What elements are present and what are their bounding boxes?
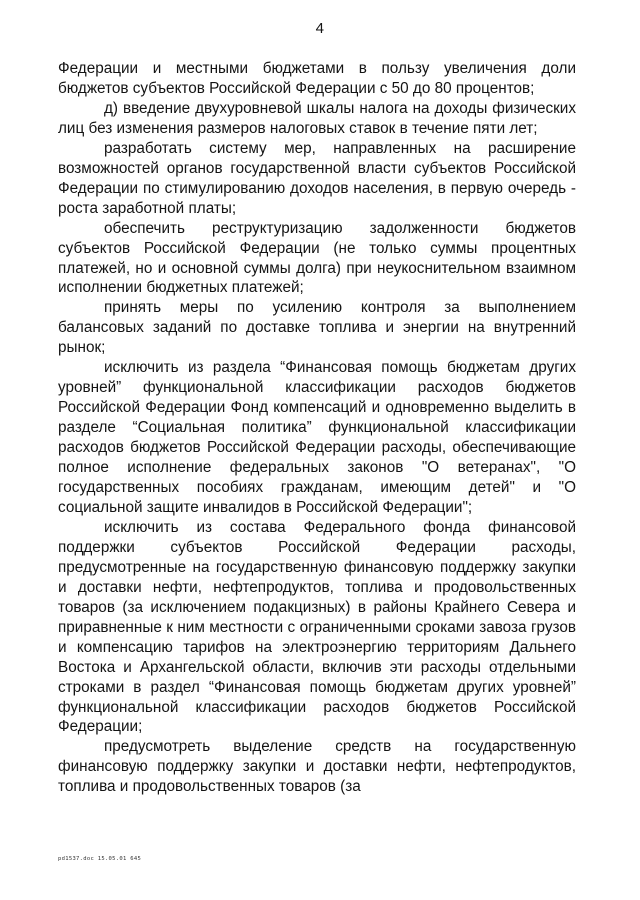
paragraph-income-tax-scale: д) введение двухуровневой шкалы налога на доходы физических лиц без изменения размеров налоговых ставок в течение пяти лет; bbox=[58, 99, 576, 137]
document-body bbox=[58, 59, 576, 797]
paragraph-state-support-funding: предусмотреть выделение средств на государственную финансовую поддержку закупки и доставки нефти, нефтепродуктов, топлива и продовольственных товаров (за bbox=[58, 738, 576, 796]
paragraph-federal-support-fund: исключить из состава Федерального фонда финансовой поддержки субъектов Российской Федерации расходы, предусмотренные на государственную финансовую поддержку закупки и доставки нефти, нефтепродуктов, топлива и продовольственных товаров (за исключением подакцизных) в районы Крайнего Севера и приравненные к ним местности с ограниченными сроками завоза грузов и компенсацию тарифов на электроэнергию территориям Дальнего Востока и Архангельской области, включив эти расходы отдельными строками в раздел “Финансовая помощь бюджетам других уровней” функциональной классификации расходов бюджетов Российской Федерации; bbox=[58, 518, 576, 736]
paragraph-compensation-fund: исключить из раздела “Финансовая помощь бюджетам других уровней” функциональной классификации расходов бюджетов Российской Федерации Фонд компенсаций и одновременно выделить в разделе “Социальная политика” функциональной классификации расходов бюджетов Российской Федерации расходы, обеспечивающие полное исполнение федеральных законов "О ветеранах", "О государственных пособиях гражданам, имеющим детей" и "О социальной защите инвалидов в Российской Федерации"; bbox=[58, 359, 576, 516]
paragraph-debt-restructuring: обеспечить реструктуризацию задолженности бюджетов субъектов Российской Федерации (не только суммы процентных платежей, но и основной суммы долга) при неукоснительном взаимном исполнении бюджетных платежей; bbox=[58, 219, 576, 297]
paragraph-budget-share: Федерации и местными бюджетами в пользу увеличения доли бюджетов субъектов Российской Федерации с 50 до 80 процентов; bbox=[58, 60, 576, 97]
document-footer-code: pd1537.doc 15.05.01 645 bbox=[58, 856, 142, 862]
page-number: 4 bbox=[315, 20, 325, 37]
paragraph-income-stimulation: разработать систему мер, направленных на расширение возможностей органов государственной власти субъектов Российской Федерации по стимулированию доходов населения, в первую очередь - роста заработной платы; bbox=[58, 139, 576, 217]
paragraph-fuel-control: принять меры по усилению контроля за выполнением балансовых заданий по доставке топлива и энергии на внутренний рынок; bbox=[58, 299, 576, 357]
